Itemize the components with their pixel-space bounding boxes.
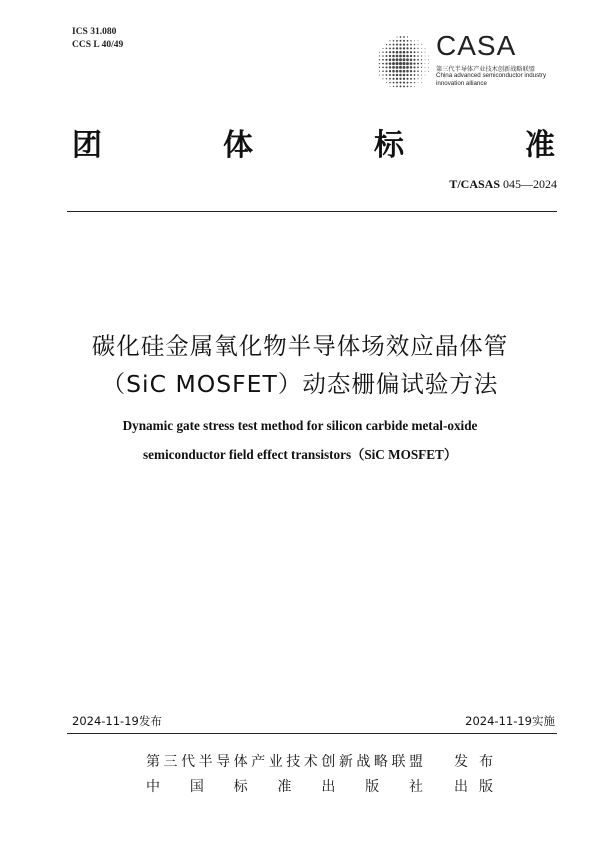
publisher-name-char: 版	[365, 779, 381, 795]
issue-date: 2024-11-19发布	[72, 714, 162, 728]
globe-dot	[385, 59, 387, 61]
globe-dot	[392, 70, 395, 73]
globe-dot	[389, 70, 391, 72]
standard-type	[72, 120, 557, 164]
globe-dot	[425, 48, 426, 49]
globe-dot	[389, 40, 390, 41]
globe-dot	[396, 70, 399, 73]
globe-dot	[393, 86, 394, 87]
globe-dot	[425, 59, 426, 60]
globe-dot	[421, 55, 422, 56]
globe-dot	[410, 59, 413, 62]
globe-dot	[386, 82, 387, 83]
globe-dot	[396, 36, 397, 37]
globe-dot	[414, 40, 415, 41]
publisher-name-char: 标	[233, 779, 249, 795]
globe-dot	[403, 51, 406, 54]
globe-dot	[379, 59, 380, 60]
globe-dot	[421, 82, 422, 83]
globe-dot	[392, 78, 394, 80]
globe-dot	[413, 66, 415, 68]
globe-dot	[410, 82, 412, 84]
globe-dot	[421, 52, 422, 53]
publisher-name-char: 联	[391, 754, 407, 770]
globe-dot	[410, 66, 412, 68]
ics-code: ICS 31.080	[72, 27, 117, 37]
globe-dot	[410, 55, 412, 57]
publisher-name-char: 略	[373, 754, 389, 770]
globe-dot	[399, 47, 401, 49]
globe-dot	[399, 78, 401, 80]
globe-dot	[414, 48, 416, 50]
publisher-name-char: 代	[181, 754, 197, 770]
globe-dot	[418, 44, 419, 45]
publisher-name-char: 三	[163, 754, 179, 770]
globe-dot	[396, 51, 399, 54]
globe-dot	[386, 55, 388, 57]
globe-dot	[389, 55, 391, 57]
globe-dot	[402, 62, 405, 65]
globe-dot	[399, 55, 402, 58]
globe-dot	[425, 52, 426, 53]
globe-dot	[382, 67, 384, 69]
globe-dot	[392, 55, 395, 58]
globe-dot	[410, 74, 412, 76]
globe-dot	[403, 55, 406, 58]
globe-dot	[421, 67, 422, 68]
publisher-name-char: 术	[303, 754, 319, 770]
globe-dot	[386, 78, 387, 79]
globe-dot	[425, 75, 426, 76]
publisher-name-char: 出	[321, 779, 337, 795]
globe-dot	[428, 56, 429, 57]
globe-dot	[386, 48, 388, 50]
standard-type-char: 标	[374, 128, 406, 163]
globe-dot	[414, 70, 416, 72]
publisher-name-char: 业	[268, 754, 284, 770]
globe-dot	[393, 82, 395, 84]
logo-name: CASA	[436, 30, 517, 61]
globe-dot	[425, 67, 426, 68]
standard-number	[449, 177, 557, 192]
globe-dot	[410, 44, 412, 46]
globe-dot	[389, 51, 391, 53]
publisher-action-char: 版	[479, 779, 494, 795]
globe-dot	[417, 70, 419, 72]
globe-dot	[389, 59, 392, 62]
globe-dot	[425, 63, 426, 64]
title-cn-line1: 碳化硅金属氧化物半导体场效应晶体管	[91, 332, 509, 360]
globe-dot	[399, 70, 402, 73]
globe-dot	[396, 66, 399, 69]
globe-dot	[382, 52, 383, 53]
publisher-name-char: 导	[216, 754, 232, 770]
publisher-action-char: 布	[479, 754, 494, 770]
publisher-action	[454, 776, 494, 796]
globe-dot	[386, 74, 388, 76]
standard-type-char: 团	[72, 128, 104, 163]
globe-dot	[410, 70, 412, 72]
publisher-action-char: 出	[454, 779, 469, 795]
globe-dot	[403, 40, 405, 42]
publisher-name	[146, 776, 424, 796]
globe-dot	[379, 55, 380, 56]
globe-dot	[389, 78, 391, 80]
globe-dot	[379, 52, 380, 53]
globe-dot	[392, 74, 394, 76]
globe-dot	[414, 44, 415, 45]
globe-dot	[400, 85, 402, 87]
globe-dot	[413, 55, 415, 57]
globe-dot	[379, 71, 380, 72]
globe-dot	[399, 58, 402, 61]
globe-dot	[403, 66, 406, 69]
ccs-code: CCS L 40/49	[72, 40, 124, 50]
globe-dot	[406, 62, 409, 65]
globe-dot	[421, 71, 422, 72]
globe-dot	[382, 63, 384, 65]
publisher-name-char: 半	[198, 754, 214, 770]
globe-dot	[407, 86, 409, 88]
globe-dot	[382, 78, 383, 79]
globe-dot	[393, 44, 395, 46]
globe-dot	[396, 55, 399, 58]
globe-dot	[410, 51, 412, 53]
globe-dot	[392, 47, 394, 49]
globe-dot	[403, 47, 405, 49]
publisher-name	[146, 751, 424, 771]
globe-dot	[399, 82, 401, 84]
globe-dot	[396, 82, 398, 84]
globe-dot	[418, 40, 419, 41]
globe-dot	[407, 40, 409, 42]
globe-dot	[414, 82, 415, 83]
globe-dot	[396, 78, 398, 80]
globe-dot	[386, 51, 388, 53]
globe-dot	[418, 82, 419, 83]
globe-dot	[399, 74, 402, 77]
standard-type-char: 准	[525, 128, 557, 163]
classification-codes	[72, 26, 123, 52]
bottom-divider	[67, 733, 557, 734]
globe-dot	[382, 55, 384, 57]
globe-dot	[403, 70, 406, 73]
globe-dot	[413, 62, 415, 64]
globe-dot	[417, 74, 418, 75]
globe-dot	[396, 47, 398, 49]
publisher-name-char: 新	[338, 754, 354, 770]
globe-dot	[396, 58, 399, 61]
publisher-name-char: 战	[356, 754, 372, 770]
globe-dot	[406, 47, 408, 49]
casa-logo	[374, 30, 564, 92]
globe-dot	[406, 70, 409, 73]
globe-dot	[379, 75, 380, 76]
globe-dot	[392, 62, 395, 65]
globe-dot	[414, 86, 415, 87]
globe-dot	[406, 55, 409, 58]
publisher-name-char: 技	[286, 754, 302, 770]
publisher-action-char: 发	[454, 754, 469, 770]
top-divider	[67, 211, 557, 212]
globe-dot	[414, 51, 416, 53]
globe-dot	[379, 63, 380, 64]
publisher-action	[454, 751, 494, 771]
globe-dot	[389, 44, 391, 46]
logo-cn-text: 第三代半导体产业技术创新战略联盟	[436, 66, 535, 73]
globe-dot	[428, 63, 429, 64]
title-en-line1: Dynamic gate stress test method for silicon carbide metal-oxide	[122, 418, 478, 433]
globe-dot	[407, 82, 409, 84]
publisher-name-char: 盟	[408, 754, 424, 770]
publisher-name-char: 体	[233, 754, 249, 770]
globe-dot	[406, 74, 408, 76]
globe-dot	[382, 59, 384, 61]
globe-dot	[379, 67, 380, 68]
globe-dot	[421, 59, 422, 60]
globe-dot	[403, 36, 405, 38]
globe-dot	[428, 71, 429, 72]
logo-en-line2: innovation alliance	[436, 80, 487, 87]
globe-dot	[407, 36, 408, 37]
globe-dot	[392, 58, 395, 61]
globe-dot	[417, 55, 419, 57]
globe-dot	[410, 78, 412, 80]
publisher-name-char: 准	[277, 779, 293, 795]
globe-dot	[403, 78, 405, 80]
standard-number-value: 045—2024	[503, 177, 557, 191]
globe-dot	[417, 63, 419, 65]
globe-dot	[382, 70, 384, 72]
globe-dot	[425, 56, 426, 57]
globe-dot	[417, 67, 419, 69]
globe-dot	[395, 62, 398, 65]
globe-dot	[417, 59, 419, 61]
globe-dot	[382, 48, 383, 49]
globe-dot	[399, 66, 402, 69]
globe-dot	[410, 40, 411, 41]
globe-dot	[396, 74, 399, 77]
globe-dot	[392, 51, 394, 53]
globe-dot	[417, 48, 418, 49]
globe-dot	[414, 78, 416, 80]
globe-dot	[382, 74, 383, 75]
globe-dot	[400, 40, 402, 42]
globe-dot	[389, 62, 392, 65]
globe-dot	[414, 74, 416, 76]
globe-dot	[390, 86, 391, 87]
globe-dot	[421, 75, 422, 76]
logo-en-line1: China advanced semiconductor industry	[436, 72, 547, 79]
globe-dot	[403, 58, 406, 61]
globe-dot	[399, 51, 402, 54]
globe-dot	[417, 78, 418, 79]
globe-dot	[421, 44, 422, 45]
globe-dot	[386, 44, 387, 45]
standard-number-prefix: T/CASAS	[449, 177, 500, 191]
standard-type-char: 体	[223, 128, 255, 163]
title-en-line2: semiconductor field effect transistors（SiC MOSFET）	[142, 447, 458, 462]
globe-dot	[406, 66, 409, 69]
globe-dot	[406, 78, 408, 80]
globe-dot	[410, 47, 412, 49]
globe-dot	[417, 51, 418, 52]
globe-dot	[389, 66, 391, 68]
publisher-name-char: 创	[321, 754, 337, 770]
globe-dot	[425, 71, 426, 72]
globe-dot	[410, 62, 413, 65]
implement-date: 2024-11-19实施	[465, 714, 555, 728]
globe-dot	[403, 85, 405, 87]
publisher-name-char: 第	[146, 754, 161, 770]
globe-dot	[410, 86, 411, 87]
globe-dot	[421, 78, 422, 79]
globe-dot	[428, 59, 429, 60]
globe-dot	[403, 74, 406, 77]
publisher-name-char: 国	[189, 779, 205, 795]
globe-dot	[421, 48, 422, 49]
globe-dot	[396, 86, 398, 88]
globe-dot	[385, 66, 387, 68]
globe-dot	[393, 40, 395, 42]
globe-dot	[389, 82, 390, 83]
globe-dot	[386, 70, 388, 72]
publisher-name-char: 产	[251, 754, 267, 770]
title-cn-line2: （SiC MOSFET）动态栅偏试验方法	[101, 370, 499, 398]
globe-dot	[428, 67, 429, 68]
globe-dot	[400, 36, 402, 38]
globe-dot	[406, 51, 408, 53]
globe-dot	[396, 44, 398, 46]
globe-dot	[413, 59, 415, 61]
globe-dot	[396, 40, 398, 42]
globe-dot	[403, 82, 405, 84]
globe-dot	[389, 47, 391, 49]
globe-dot	[385, 62, 387, 64]
globe-dot	[403, 44, 405, 46]
publisher-name-char: 社	[408, 779, 424, 795]
globe-dots-icon	[374, 34, 432, 92]
publisher-name-char: 中	[146, 779, 161, 795]
globe-dot	[399, 62, 402, 65]
globe-dot	[392, 66, 395, 69]
globe-dot	[407, 44, 409, 46]
globe-dot	[399, 43, 401, 45]
globe-dot	[421, 63, 422, 64]
globe-dot	[389, 74, 391, 76]
globe-dot	[406, 58, 409, 61]
